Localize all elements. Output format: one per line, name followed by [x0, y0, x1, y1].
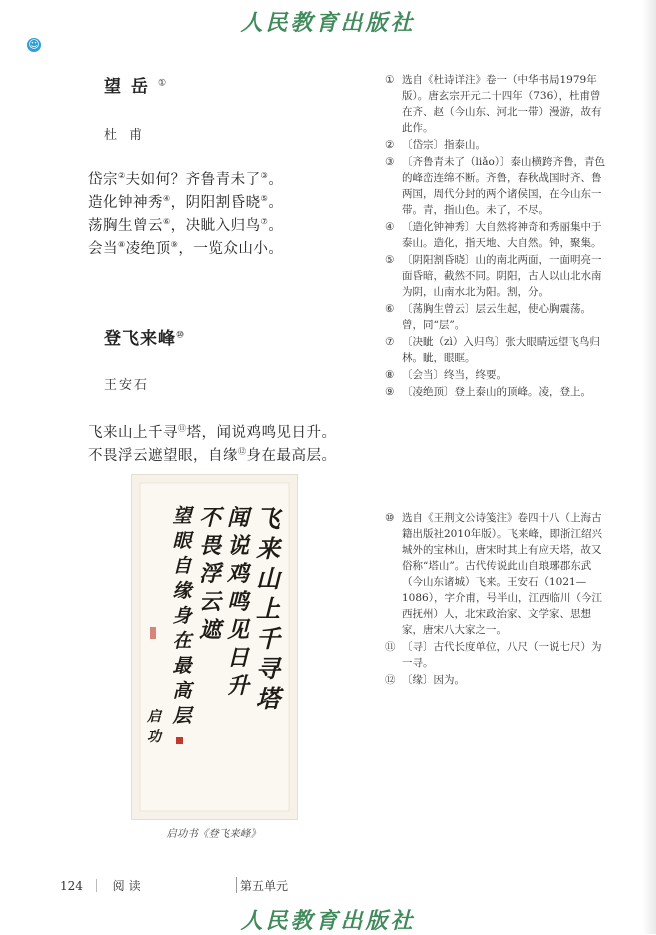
seal-stamp-icon — [176, 737, 183, 744]
poem2-title-footnote: ⑩ — [176, 330, 186, 341]
poem-line-text: 造化钟神秀 — [88, 195, 163, 211]
poem-line — [88, 168, 283, 189]
footnote-number: ⑩ — [385, 512, 395, 524]
footnote-item — [385, 334, 607, 366]
footnote-marker: ④ — [163, 194, 171, 204]
calligraphy-artwork — [131, 474, 298, 820]
poem2-title-text: 登飞来峰 — [104, 329, 176, 349]
footnote-text: 〔岱宗〕指泰山。 — [402, 139, 486, 151]
footnote-text: 〔决眦（zì）入归鸟〕张大眼睛远望飞鸟归林。眦，眼眶。 — [402, 336, 600, 364]
footnote-item — [385, 639, 607, 671]
poem-line-text: 飞来山上千寻 — [88, 425, 178, 441]
poem-line-text: 身在最高层。 — [246, 448, 337, 464]
footnote-number: ⑨ — [385, 386, 395, 398]
footnote-text: 〔凌绝顶〕登上泰山的顶峰。凌，登上。 — [402, 386, 591, 398]
footnotes-part1 — [385, 72, 607, 401]
footnote-text: 〔缘〕因为。 — [402, 674, 465, 686]
footnote-item — [385, 672, 607, 688]
footnote-marker: ⑧ — [118, 240, 126, 250]
page-edge-shadow — [642, 0, 656, 934]
poem-line-text: ，决眦入归鸟 — [170, 218, 261, 234]
footnote-marker: ② — [118, 171, 126, 181]
footer-left — [60, 877, 145, 894]
footer-divider — [236, 877, 237, 893]
calligraphy-scroll-image — [132, 475, 297, 819]
poem-line-text: 夫如何？齐鲁青未了 — [125, 172, 261, 188]
poem-line — [88, 237, 283, 258]
calligraphy-column: 飞来山上千寻塔 — [256, 504, 280, 713]
footnote-number: ⑪ — [385, 641, 396, 653]
calligraphy-column: 不畏浮云遮 — [198, 505, 222, 643]
footnote-item — [385, 137, 607, 153]
footnote-number: ⑫ — [385, 674, 396, 686]
seal-stamp-icon — [150, 627, 156, 639]
calligraphy-column: 闻说鸡鸣见日升 — [226, 505, 250, 699]
footnote-number: ⑤ — [385, 254, 395, 266]
footnote-item — [385, 510, 607, 638]
section-name: 阅读 — [112, 879, 145, 893]
poem2-title — [104, 324, 185, 349]
poem1-title — [104, 72, 166, 97]
footnote-text: 〔阴阳割昏晓〕山的南北两面，一面明亮一面昏暗，截然不同。阴阳，古人以山北水南为阴，山南水北为阳。割，分。 — [402, 254, 602, 298]
footnote-marker: ⑥ — [163, 217, 171, 227]
footnote-text: 〔寻〕古代长度单位，八尺（一说七尺）为一寻。 — [402, 641, 602, 669]
poem-line-text: ，阴阳割昏晓 — [170, 195, 261, 211]
poem-line-text: 。 — [268, 172, 284, 188]
poem-line-text: 。 — [268, 195, 284, 211]
footnote-text: 〔荡胸生曾云〕层云生起，使心胸震荡。曾，同“层”。 — [402, 303, 591, 331]
footer-divider — [96, 879, 97, 892]
poem-line-text: 荡胸生曾云 — [88, 218, 163, 234]
footnote-number: ④ — [385, 221, 395, 233]
poem-line-text: 岱宗 — [88, 172, 118, 188]
poem1-title-text: 望岳 — [104, 77, 158, 97]
footnote-item — [385, 252, 607, 300]
poem-line — [88, 191, 283, 212]
footnote-item — [385, 367, 607, 383]
footnote-number: ① — [385, 74, 395, 86]
footnote-marker: ⑤ — [260, 194, 269, 204]
poem-line-text: 塔，闻说鸡鸣见日升。 — [186, 425, 337, 441]
poem2-author: 王安石 — [104, 378, 150, 393]
footnote-number: ② — [385, 139, 395, 151]
poem-line-text: ，一览众山小。 — [178, 241, 284, 257]
artwork-caption: 启功书《登飞来峰》 — [166, 828, 261, 840]
footnote-item — [385, 384, 607, 400]
footnote-text: 〔造化钟神秀〕大自然将神奇和秀丽集中于泰山。造化，指天地、大自然。钟，聚集。 — [402, 221, 602, 249]
poem-line-text: 会当 — [88, 241, 118, 257]
footnote-marker: ③ — [260, 171, 269, 181]
smiley-icon[interactable]: ☺ — [28, 38, 40, 51]
footnotes-part2 — [385, 510, 607, 689]
calligraphy-column: 启功 — [147, 709, 161, 745]
footnote-marker: ⑫ — [238, 447, 247, 457]
footnote-number: ⑦ — [385, 336, 395, 348]
footnote-marker: ⑦ — [260, 217, 269, 227]
poem1-author: 杜甫 — [104, 128, 155, 143]
page-number: 124 — [60, 879, 83, 893]
poem-line — [88, 214, 283, 235]
footnote-marker: ⑪ — [178, 424, 187, 434]
poem-line — [88, 444, 337, 465]
footnote-item — [385, 219, 607, 251]
footnote-item — [385, 301, 607, 333]
footnote-marker: ⑨ — [170, 240, 179, 250]
poem1-title-footnote: ① — [158, 78, 167, 89]
poem-line-text: 不畏浮云遮望眼，自缘 — [88, 448, 238, 464]
footnote-text: 选自《杜诗详注》卷一（中华书局1979年版）。唐玄宗开元二十四年（736），杜甫曾在齐、赵（今山东、河北一带）漫游，故有此作。 — [402, 74, 602, 134]
poem-line-text: 凌绝顶 — [125, 241, 171, 257]
footnote-text: 选自《王荆文公诗笺注》卷四十八（上海古籍出版社2010年版）。飞来峰，即浙江绍兴城外的宝林山，唐宋时其上有应天塔，故又俗称“塔山”。古代传说此山自琅琊郡东武（今山东诸城）飞来。王安石（1021—1086），字介甫，号半山，江西临川（今江西抚州）人，北宋政治家、文学家、思想家，唐宋八大家之一。 — [402, 512, 602, 636]
poem-line-text: 。 — [268, 218, 284, 234]
calligraphy-column: 望眼自缘身在最高层 — [172, 505, 192, 727]
footnote-number: ⑧ — [385, 369, 395, 381]
publisher-logo-top: 人民教育出版社 — [240, 10, 416, 36]
unit-name: 第五单元 — [240, 879, 289, 893]
footnote-item — [385, 154, 607, 218]
footnote-text: 〔会当〕终当，终要。 — [402, 369, 507, 381]
footnote-number: ③ — [385, 156, 395, 168]
publisher-logo-bottom: 人民教育出版社 — [240, 908, 416, 934]
footnote-text: 〔齐鲁青未了（liǎo）〕泰山横跨齐鲁，青色的峰峦连绵不断。齐鲁，春秋战国时齐、鲁两国，周代分封的两个诸侯国，在今山东一带。青，指山色。未了，不尽。 — [402, 156, 606, 216]
poem-line — [88, 421, 337, 442]
footnote-number: ⑥ — [385, 303, 395, 315]
footnote-item — [385, 72, 607, 136]
